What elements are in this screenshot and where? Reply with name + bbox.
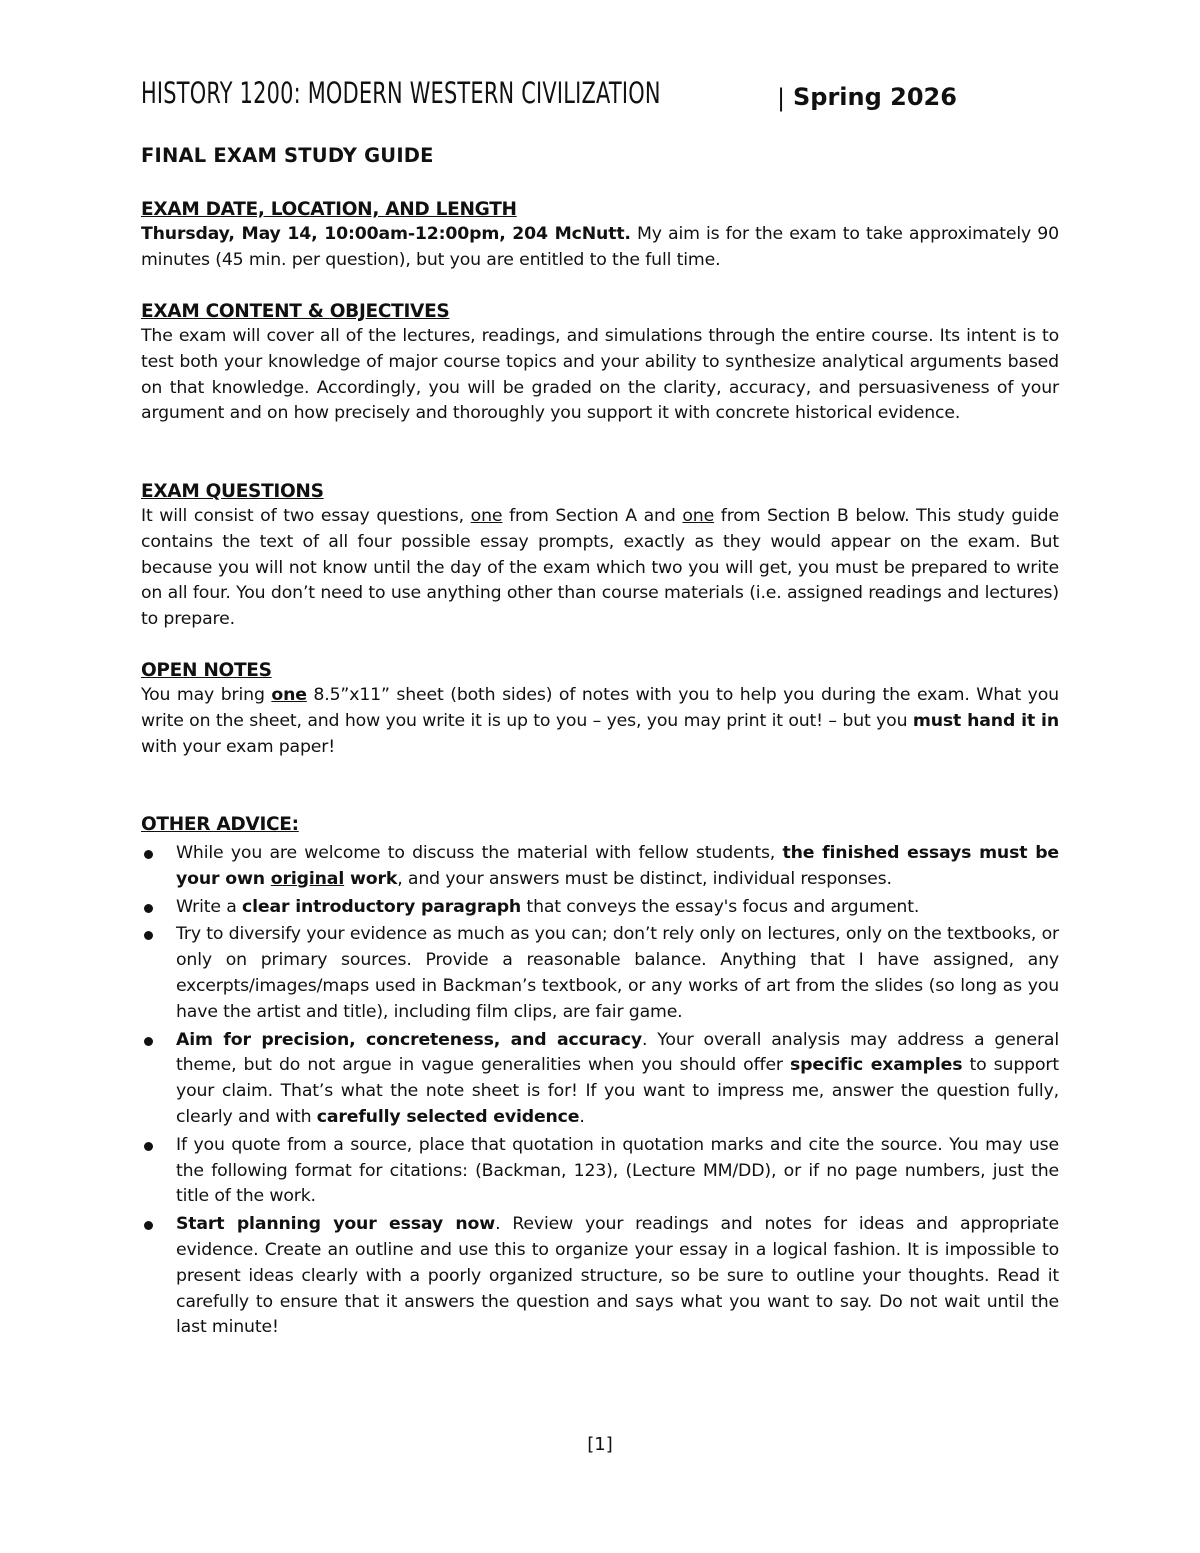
emphasis: Aim for precision, concreteness, and accuracy — [176, 1029, 642, 1050]
body-text: from Section B below. This study guide contains the text of all four possible essay prompts, exactly as they would appear on the exam. But because you will not know until the day of the exam which two you will get, you must be prepared to write on all four. You don’t need to use anything other than course materials (i.e. assigned readings and lectures) to prepare. — [141, 506, 1059, 630]
list-item — [141, 1133, 1059, 1210]
emphasis: clear introductory paragraph — [242, 896, 522, 917]
section-other-advice — [141, 813, 1059, 1343]
emphasis-one: one — [271, 685, 307, 705]
exam-time-location: Thursday, May 14, 10:00am-12:00pm, 204 McNutt. — [141, 224, 631, 244]
bullet-icon — [144, 1142, 153, 1151]
body-text: with your exam paper! — [141, 736, 336, 757]
course-name: HISTORY 1200: MODERN WESTERN CIVILIZATION — [141, 76, 661, 110]
emphasis: work — [344, 868, 398, 889]
emphasis: carefully selected evidence — [316, 1106, 580, 1127]
list-item — [141, 1028, 1059, 1131]
body-text: Write a — [176, 896, 243, 917]
course-term: Spring 2026 — [793, 83, 957, 111]
section-body — [141, 222, 1059, 274]
body-text: to support your claim. That’s what the note sheet is for! If you want to impress me, answer the question fully, clearly and with — [176, 1055, 1059, 1127]
section-heading: OPEN NOTES — [141, 660, 272, 681]
body-text: 8.5”x11” sheet (both sides) of notes with you to help you during the exam. What you write on the sheet, and how you write it is up to you – yes, you may print it out! – but you — [141, 685, 1059, 731]
list-item — [141, 895, 1059, 921]
body-text: . — [579, 1106, 585, 1127]
body-text: . Your overall analysis may address a general theme, but do not argue in vague generalities when you should offer — [176, 1029, 1059, 1076]
emphasis-hand-in: must hand it in — [912, 710, 1059, 731]
body-text: You may bring — [141, 685, 272, 705]
body-text: that conveys the essay's focus and argument. — [521, 896, 920, 917]
bullet-icon — [144, 904, 153, 913]
body-text: from Section A and — [502, 506, 683, 526]
body-text: If you quote from a source, place that quotation in quotation marks and cite the source. You may use the following format for citations: (Backman, 123), (Lecture MM/DD), or if no page numbers, just the title of the work. — [176, 1134, 1059, 1207]
section-body — [141, 683, 1059, 760]
bullet-icon — [144, 1221, 153, 1230]
section-exam-content — [141, 300, 1059, 427]
advice-list — [141, 841, 1059, 1341]
body-text: Try to diversify your evidence as much as you can; don’t rely only on lectures, only on the textbooks, or only on primary sources. Provide a reasonable balance. Anything that I have assigned, any excerpts/images/maps used in Backman’s textbook, or any works of art from the slides (so long as you have the artist and title), including film clips, are fair game. — [176, 924, 1059, 1022]
list-item — [141, 922, 1059, 1025]
emphasis: Start planning your essay now — [176, 1214, 496, 1235]
emphasis: specific examples — [790, 1055, 963, 1076]
emphasis-original: original — [270, 868, 345, 889]
bullet-icon — [144, 1037, 153, 1046]
section-heading: EXAM CONTENT & OBJECTIVES — [141, 301, 450, 322]
bullet-icon — [144, 850, 153, 859]
body-text: , and your answers must be distinct, individual responses. — [397, 868, 892, 889]
guide-title: FINAL EXAM STUDY GUIDE — [141, 144, 434, 167]
section-heading: OTHER ADVICE: — [141, 814, 299, 835]
course-header — [141, 76, 957, 112]
body-text: While you are welcome to discuss the material with fellow students, — [176, 843, 783, 863]
header-separator: | — [777, 84, 786, 112]
body-text: It will consist of two essay questions, — [141, 506, 471, 526]
emphasis-one: one — [682, 506, 715, 526]
section-body: The exam will cover all of the lectures, readings, and simulations through the entire course. Its intent is to test both your knowledge of major course topics and your ability to synthesize analytical arguments based on that knowledge. Accordingly, you will be graded on the clarity, accuracy, and persuasiveness of your argument and on how precisely and thoroughly you support it with concrete historical evidence. — [141, 326, 1059, 424]
section-heading: EXAM QUESTIONS — [141, 481, 324, 502]
section-heading: EXAM DATE, LOCATION, AND LENGTH — [141, 199, 517, 220]
list-item — [141, 841, 1059, 893]
emphasis-one: one — [470, 506, 503, 526]
section-exam-date — [141, 198, 1059, 274]
bullet-icon — [144, 931, 153, 940]
section-exam-questions — [141, 480, 1059, 633]
section-body — [141, 504, 1059, 633]
page-number: [1] — [587, 1434, 613, 1455]
section-open-notes — [141, 659, 1059, 760]
list-item — [141, 1212, 1059, 1341]
body-text: My aim is for the exam to take approximately 90 minutes (45 min. per question), but you are entitled to the full time. — [141, 224, 1059, 270]
emphasis: the finished essays must be your own — [176, 843, 1059, 889]
body-text: . Review your readings and notes for ideas and appropriate evidence. Create an outline and use this to organize your essay in a logical fashion. It is impossible to present ideas clearly with a poorly organized structure, so be sure to outline your thoughts. Read it carefully to ensure that it answers the question and says what you want to say. Do not wait until the last minute! — [176, 1214, 1059, 1338]
